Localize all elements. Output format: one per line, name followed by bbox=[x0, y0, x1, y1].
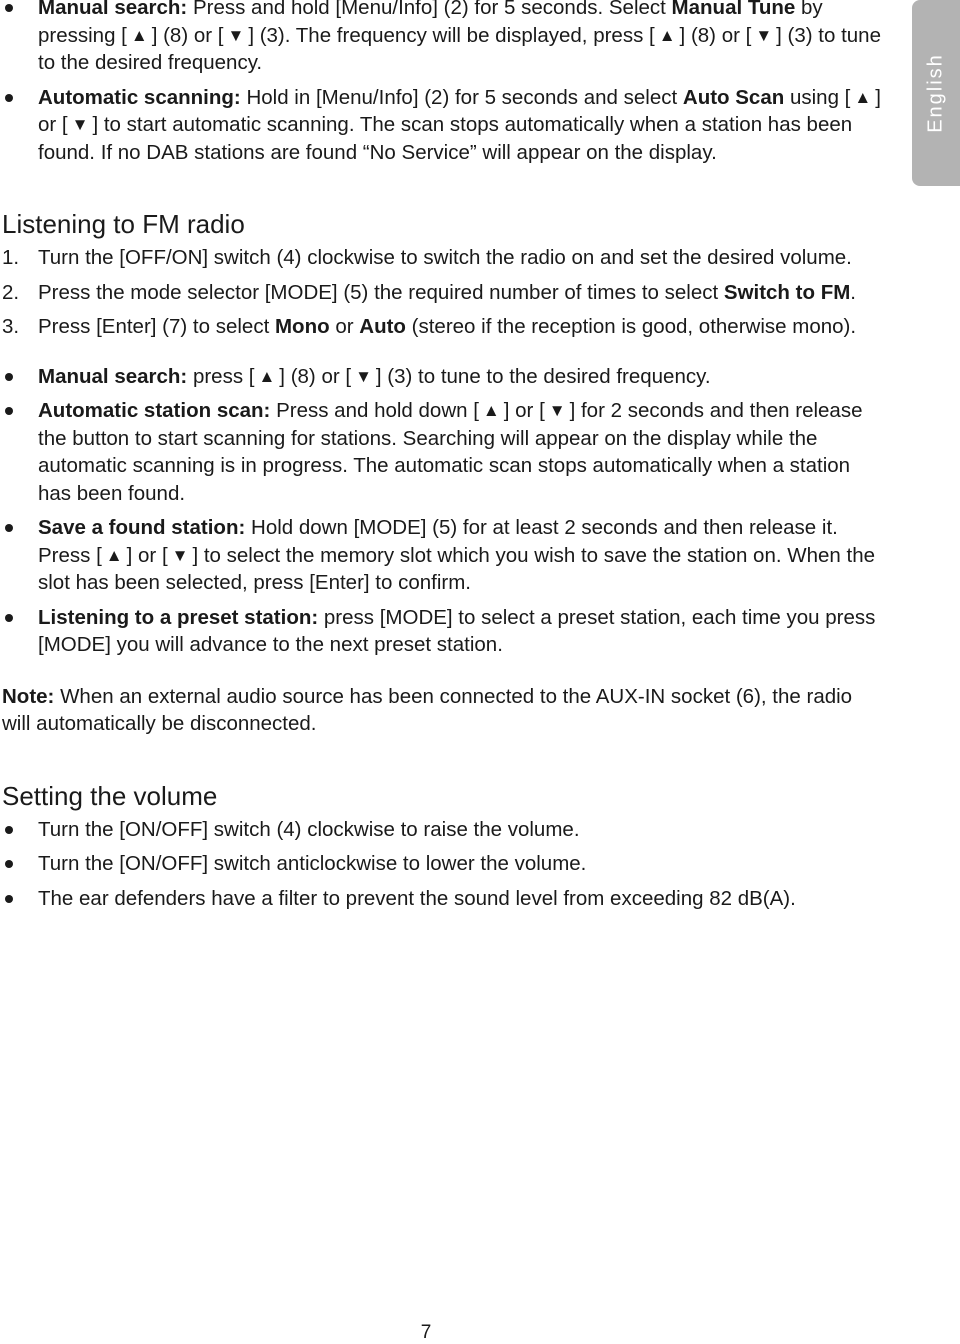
list-item: Manual search: Press and hold [Menu/Info] (2) for 5 seconds. Select Manual Tune by pressing [ ▲ ] (8) or [ ▼ ] (3). The frequency will be displayed, press [ ▲ ] (8) or [ ▼ ] (3) to tune to the desired frequency. bbox=[2, 0, 882, 77]
up-arrow-icon: ▲ bbox=[658, 25, 676, 45]
up-arrow-icon: ▲ bbox=[130, 25, 148, 45]
down-arrow-icon: ▼ bbox=[355, 366, 372, 386]
down-arrow-icon: ▼ bbox=[755, 25, 773, 45]
list-item: The ear defenders have a filter to prevent the sound level from exceeding 82 dB(A). bbox=[2, 885, 882, 913]
fm-section-heading: Listening to FM radio bbox=[2, 209, 245, 239]
volume-section-heading: Setting the volume bbox=[2, 780, 218, 811]
list-item: Manual search: press [ ▲ ] (8) or [ ▼ ] (3) to tune to the desired frequency. bbox=[2, 363, 882, 391]
note-text: When an external audio source has been connected to the AUX-IN socket (6), the radio will automatically be disconnected. bbox=[2, 684, 853, 735]
up-arrow-icon: ▲ bbox=[105, 545, 123, 565]
down-arrow-icon: ▼ bbox=[548, 401, 566, 420]
list-item: Automatic scanning: Hold in [Menu/Info] (2) for 5 seconds and select Auto Scan using [ ▲ ] or [ ▼ ] to start automatic scanning. The scan stops automatically when a station has been found. If no DAB stations are found “No Service” will appear on the display. bbox=[2, 84, 882, 167]
fm-steps-list bbox=[2, 244, 882, 341]
page-number: 7 bbox=[420, 1322, 432, 1343]
list-item: 2. Press the mode selector [MODE] (5) the required number of times to select Switch to FM. bbox=[2, 280, 856, 304]
page-content bbox=[2, 0, 882, 919]
dab-search-list bbox=[2, 0, 882, 166]
note-label: Note: bbox=[2, 684, 55, 708]
list-item: Automatic station scan: Press and hold down [ ▲ ] or [ ▼ ] for 2 seconds and then release the button to start scanning for stations. Searching will appear on the display while the automatic scanning is in progress. The automatic scan stops automatically when a station has been found. bbox=[2, 397, 882, 507]
down-arrow-icon: ▼ bbox=[71, 115, 89, 134]
down-arrow-icon: ▼ bbox=[227, 25, 245, 45]
down-arrow-icon: ▼ bbox=[171, 545, 189, 565]
list-item: Save a found station: Hold down [MODE] (5) for at least 2 seconds and then release it. Press [ ▲ ] or [ ▼ ] to select the memory slot which you wish to save the station on. When the slot has been selected, press [Enter] to confirm. bbox=[2, 514, 882, 597]
volume-list bbox=[2, 816, 882, 913]
list-item: Listening to a preset station: press [MODE] to select a preset station, each time you press [MODE] you will advance to the next preset station. bbox=[2, 604, 882, 659]
list-item: 1. Turn the [OFF/ON] switch (4) clockwise to switch the radio on and set the desired volume. bbox=[2, 246, 852, 269]
up-arrow-icon: ▲ bbox=[258, 366, 276, 386]
up-arrow-icon: ▲ bbox=[854, 87, 872, 107]
list-item: 3. Press [Enter] (7) to select Mono or Auto (stereo if the reception is good, otherwise mono). bbox=[2, 315, 857, 338]
note-paragraph bbox=[2, 683, 882, 738]
list-item: Turn the [ON/OFF] switch (4) clockwise to raise the volume. bbox=[2, 816, 882, 844]
up-arrow-icon: ▲ bbox=[482, 401, 500, 420]
language-tab-label: English bbox=[924, 53, 947, 133]
fm-features-list bbox=[2, 363, 882, 659]
language-tab bbox=[912, 0, 960, 186]
list-item: Turn the [ON/OFF] switch anticlockwise to lower the volume. bbox=[2, 850, 882, 878]
